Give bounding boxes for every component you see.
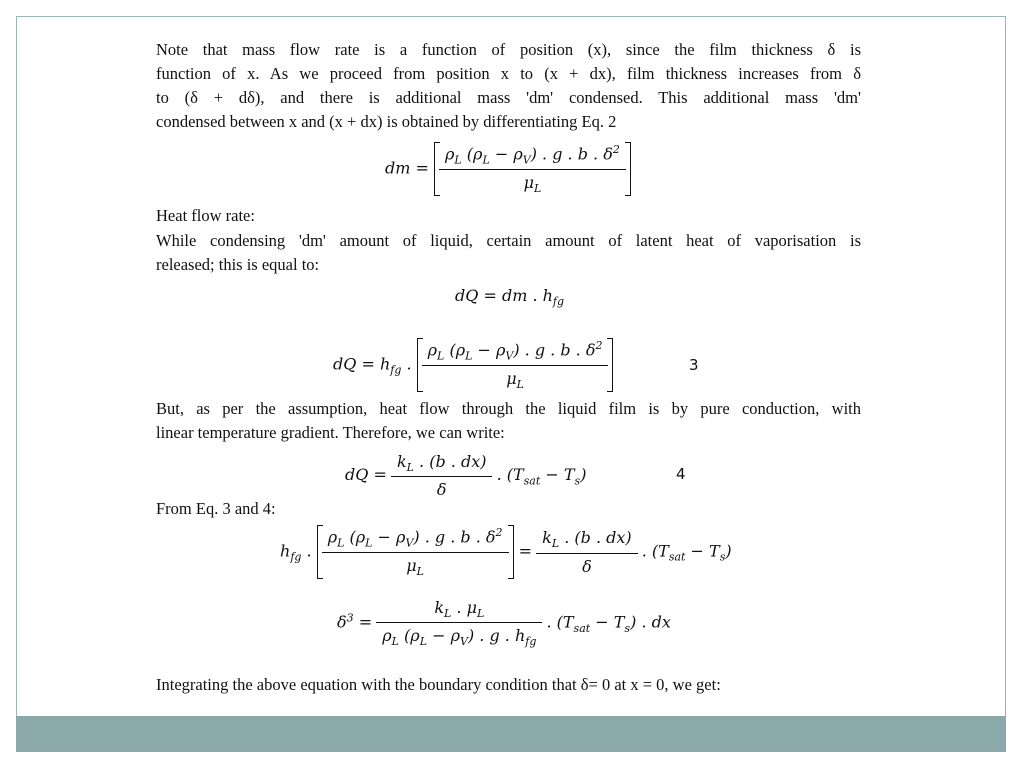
section-heading: Heat flow rate: (156, 206, 255, 225)
equation-combined: $h_{fg}$ . $\frac{\rho_L (\rho_L - \rho_V) . g . b . \delta^2}{\mu_L}$ = $\frac{k_L . (b . dx)}{\delta}$ . $(T_{sat} - T_s)$ (280, 526, 732, 578)
paragraph-line: function of x. As we proceed from position x to (x + dx), film thickness increases from δ (156, 64, 861, 83)
equation-dq-dm: dQ = dm . $h_{fg}$ (455, 286, 565, 309)
equation-number: 4 (676, 465, 686, 483)
paragraph-line: But, as per the assumption, heat flow through the liquid film is by pure conduction, with (156, 399, 861, 418)
equation-number: 3 (689, 356, 699, 374)
paragraph-line: Integrating the above equation with the boundary condition that δ= 0 at x = 0, we get: (156, 675, 721, 694)
equation-delta-cubed: $\delta^3$ = $\frac{k_L . \mu_L}{\rho_L (\rho_L - \rho_V) . g . h_{fg}}$ . $(T_{sat} - T_s)$ . dx (337, 598, 671, 649)
paragraph-line: to (δ + dδ), and there is additional mass 'dm' condensed. This additional mass 'dm' (156, 88, 861, 107)
paragraph-line: released; this is equal to: (156, 255, 320, 274)
equation-3: dQ = $h_{fg}$ . $\frac{\rho_L (\rho_L - \rho_V) . g . b . \delta^2}{\mu_L}$ (333, 338, 613, 392)
paragraph-line: Note that mass flow rate is a function of position (x), since the film thickness δ is (156, 40, 861, 59)
equation-4: dQ = $\frac{k_L . (b . dx)}{\delta}$ . $(T_{sat} - T_s)$ (345, 452, 587, 500)
paragraph-line: condensed between x and (x + dx) is obtained by differentiating Eq. 2 (156, 112, 617, 131)
paragraph-line: linear temperature gradient. Therefore, we can write: (156, 423, 505, 442)
footer-bar (16, 716, 1006, 752)
equation-dm: dm = $\frac{\rho_L (\rho_L - \rho_V) . g . b . \delta^2}{\mu_L}$ (385, 142, 631, 196)
paragraph-line: While condensing 'dm' amount of liquid, certain amount of latent heat of vaporisation is (156, 231, 861, 250)
paragraph-line: From Eq. 3 and 4: (156, 499, 276, 518)
